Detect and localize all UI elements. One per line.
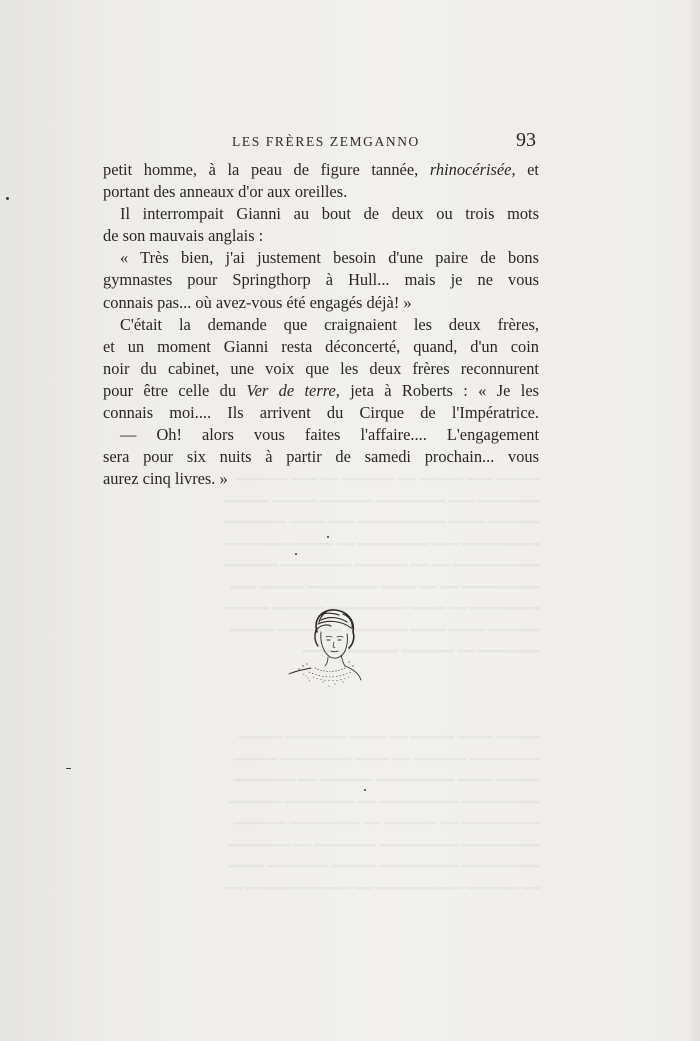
text-line: gymnastes pour Springthorp à Hull... mais je ne vous — [103, 270, 539, 290]
italic-word: rhinocérisée — [429, 160, 512, 179]
text-line — [103, 159, 539, 181]
ink-speck — [66, 768, 71, 769]
text-line: sera pour six nuits à partir de samedi prochain... vous — [103, 447, 539, 467]
text-line — [103, 380, 539, 402]
text-run: , et — [511, 160, 539, 179]
page-number: 93 — [516, 129, 536, 151]
text-run: , jeta à Roberts : « Je les — [335, 380, 539, 400]
page-edge-shadow — [686, 0, 700, 1041]
ink-speck — [327, 536, 329, 538]
paragraph-start-line: « Très bien, j'ai justement besoin d'une paire de bons — [120, 248, 539, 268]
text-line: portant des anneaux d'or aux oreilles. — [103, 182, 348, 202]
girl-portrait-vignette-icon — [283, 602, 369, 692]
text-line: noir du cabinet, une voix que les deux frères reconnurent — [103, 358, 539, 378]
text-run: pour être celle du — [103, 380, 247, 400]
paragraph-start-line: Il interrompait Gianni au bout de deux ou trois mots — [120, 204, 539, 224]
italic-title: Ver de terre — [246, 380, 336, 400]
text-line: connais moi.... Ils arrivent du Cirque de l'Impératrice. — [103, 403, 539, 423]
running-title: LES FRÈRES ZEMGANNO — [232, 134, 420, 149]
text-line: de son mauvais anglais : — [103, 226, 264, 246]
paragraph-start-line: — Oh! alors vous faites l'affaire.... L'engagement — [120, 425, 539, 445]
body-text — [103, 159, 539, 490]
ink-speck — [364, 789, 366, 791]
text-line: et un moment Gianni resta déconcerté, quand, d'un coin — [103, 336, 539, 356]
ink-speck — [6, 197, 9, 200]
text-run: petit homme, à la peau de figure tannée, — [103, 160, 430, 179]
text-line: connais pas... où avez-vous été engagés déjà! » — [103, 292, 412, 312]
paragraph-start-line: C'était la demande que craignaient les deux frères, — [120, 314, 539, 334]
ink-speck — [295, 553, 297, 555]
show-through-texture: ━━━━━ ━━━ ━━━━━ ━━ ━━━━━━ ━━ ━━━ ━━━━━━ ━━━━━━━ ━━━ ━━━━━━━━ ━━━━━━ ━━━━━ ━━━━━ ━━━━━━ ━━━━ ━━━━━━━━━━ ━━━ ━━━━ ━━━━━━━ ━━━━━━━━━ ━━━ ━━━━━━━━ ━━ ━━━━━ ━━━━━━━ ━━━━━━━━━━ ━━ ━━ ━━━━━━ ━━━━━━━━ ━━━━━━ ━━━━━━━━━ ━━ ━━ ━━━━ ━━━━━━━━ ━━━━━ ━━━ ━━━━━━━━ ━━ ━━━━ ━━━━━━━━━ ━━━━━━ ━━━━━ ━━━━━━ ━━━━ ━━━━ ━━━━━━━ ━━ ━━━━━ ━━━━━ ━━━━━━━ ━━ ━━━━━━ ━━━━━━━━━━━ ━━━━━ ━━━━ ━━━━━ ━━ ━━━━ ━━━━━━━ ━━━━━ ━━━━━━━━ ━━━━━━ ━━ ━━━━ ━━━━━━━━ ━━━━━ ━━━━━ ━━━━ ━━━━━━━━━ ━━━━━━ ━━ ━━━━━━━ ━━━━━━━━━ ━━━━━━━━━ ━━ ━━━━━━━━ ━━━━━━ ━━━━━━━━━ ━━ ━━━━━━ ━━ ━━━━━━━━ ━━━━━━ ━━━━━━━━━ ━━━━━━━━━ ━━━━━━━ ━━ ━━━━━━━ ━━━━━━━━━ ━━━━━━━━━ ━━━━━ ━━━━━━━ ━━━━ ━━ ━━━━━━ ━━━━━━━━━━ ━━ ━━━━━━━━━━━━ ━━ — [225, 472, 540, 897]
text-line: aurez cinq livres. » — [103, 469, 228, 489]
